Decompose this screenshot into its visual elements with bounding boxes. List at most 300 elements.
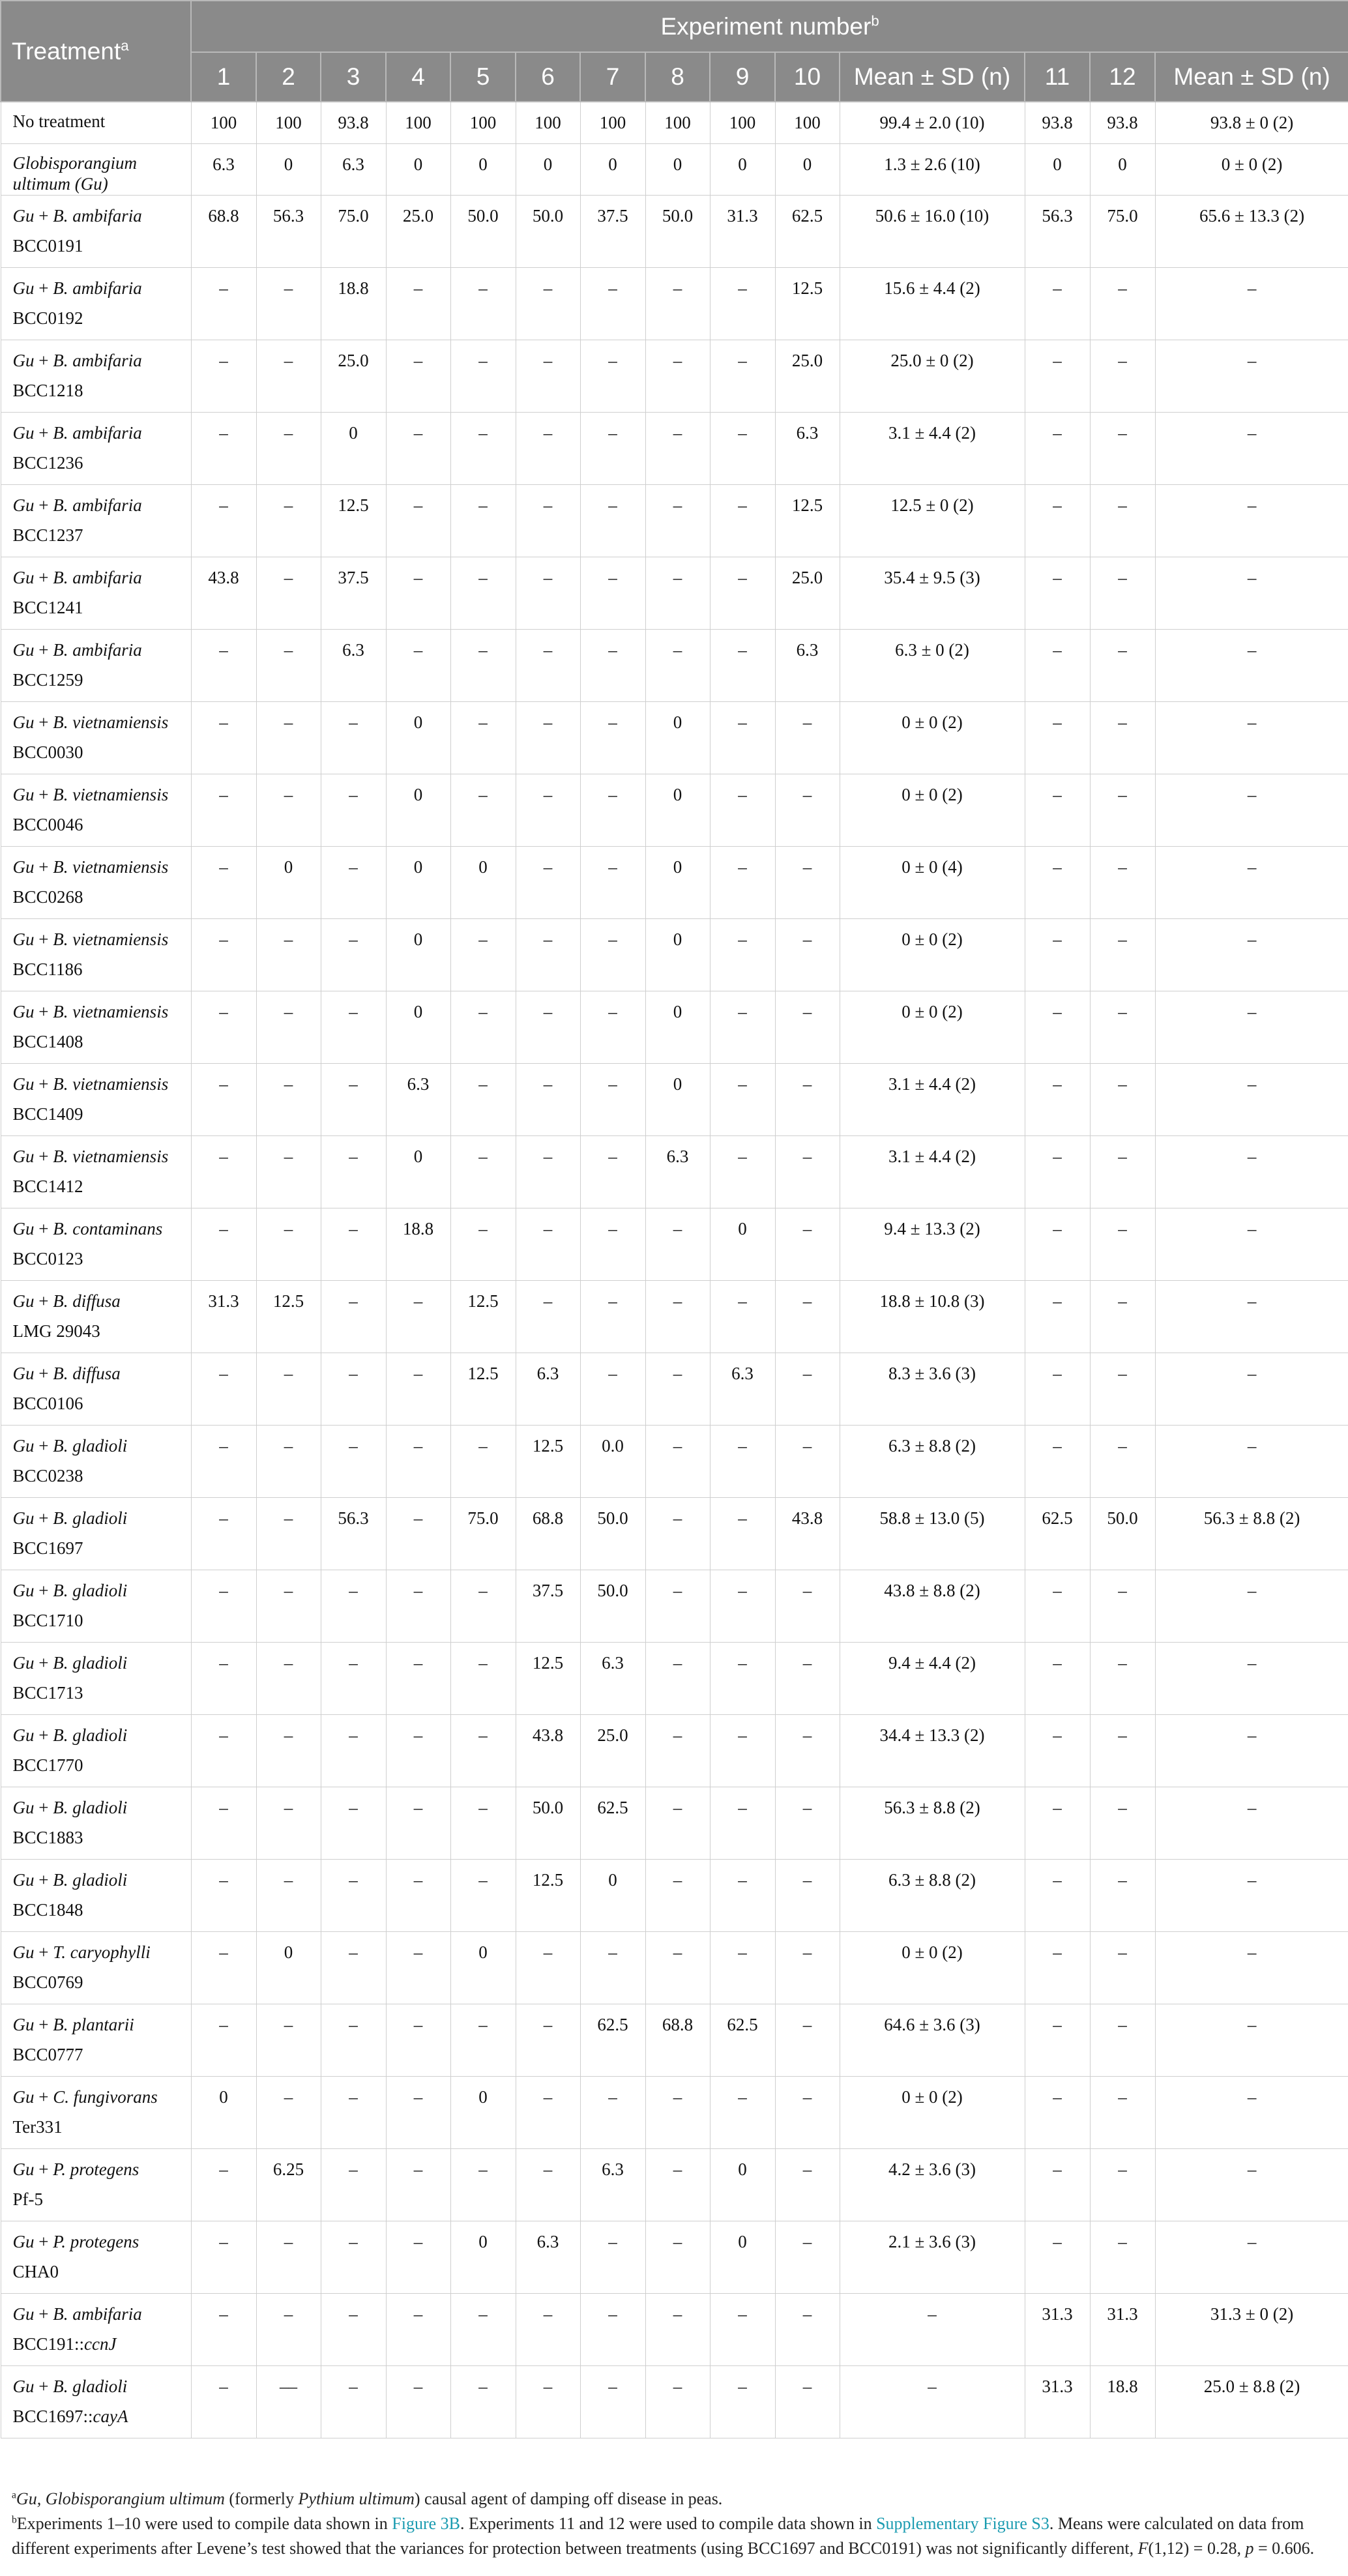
value-cell: – <box>191 267 256 340</box>
treatment-line <box>13 1286 190 1316</box>
value-cell: – <box>191 1787 256 1859</box>
value-cell: – <box>1090 1787 1155 1859</box>
value-cell: – <box>775 1714 840 1787</box>
value-cell: – <box>516 991 580 1063</box>
treatment-line <box>13 1678 190 1708</box>
value-cell: 25.0 <box>321 340 386 412</box>
treatment-line <box>13 2401 190 2431</box>
value-cell: – <box>450 991 516 1063</box>
treatment-text: + <box>34 1508 53 1528</box>
species-text: B. gladioli <box>53 2376 128 2396</box>
value-cell: – <box>775 2293 840 2365</box>
value-cell: 50.0 <box>580 1570 645 1642</box>
value-cell: – <box>1025 2148 1090 2221</box>
value-cell: 0 <box>645 1063 710 1135</box>
species-text: B. vietnamiensis <box>53 1001 169 1021</box>
value-cell: – <box>775 2148 840 2221</box>
value-cell: – <box>1155 484 1348 557</box>
value-cell: – <box>516 2148 580 2221</box>
value-cell: 12.5 <box>450 1353 516 1425</box>
value-cell: – <box>191 1063 256 1135</box>
table-row <box>1 1570 1348 1642</box>
value-cell: – <box>1025 1280 1090 1353</box>
treatment-line <box>13 954 190 984</box>
value-cell: 4.2 ± 3.6 (3) <box>840 2148 1025 2221</box>
treatment-cell <box>1 102 191 143</box>
value-cell: – <box>516 1931 580 2004</box>
table-row <box>1 1859 1348 1931</box>
figure-3b-link[interactable]: Figure 3B <box>392 2514 461 2533</box>
value-cell: 56.3 <box>256 195 321 267</box>
value-cell: 31.3 ± 0 (2) <box>1155 2293 1348 2365</box>
value-cell: 6.3 <box>516 1353 580 1425</box>
value-cell: – <box>191 629 256 701</box>
treatment-text: BCC0769 <box>12 1972 83 1992</box>
treatment-text: BCC0192 <box>12 308 83 328</box>
species-text: Gu <box>12 784 35 804</box>
value-cell: – <box>580 557 645 629</box>
value-cell: – <box>580 2293 645 2365</box>
treatment-line <box>13 273 190 303</box>
treatment-text: BCC1697 <box>12 1538 83 1558</box>
value-cell: – <box>321 2076 386 2148</box>
species-text: B. gladioli <box>53 1869 128 1890</box>
value-cell: – <box>1025 701 1090 774</box>
treatment-line <box>13 2040 190 2070</box>
value-cell: – <box>191 774 256 846</box>
value-cell: – <box>256 1642 321 1714</box>
value-cell: – <box>386 1642 450 1714</box>
value-cell: 6.3 <box>321 143 386 195</box>
value-cell: 35.4 ± 9.5 (3) <box>840 557 1025 629</box>
value-cell: – <box>710 1859 775 1931</box>
value-cell: – <box>1025 1208 1090 1280</box>
value-cell: – <box>710 484 775 557</box>
value-cell: – <box>191 412 256 484</box>
value-cell: – <box>1155 1063 1348 1135</box>
treatment-cell <box>1 918 191 991</box>
species-text: Gu <box>12 639 35 660</box>
treatment-text: BCC1710 <box>12 1610 83 1630</box>
value-cell: 0 <box>645 918 710 991</box>
treatment-text: + <box>34 2086 53 2107</box>
value-cell: – <box>775 1353 840 1425</box>
value-cell: – <box>1090 557 1155 629</box>
value-cell: 0 <box>450 2076 516 2148</box>
treatment-text: + <box>34 1869 53 1890</box>
species-text: B. diffusa <box>53 1363 121 1383</box>
treatment-text: + <box>34 422 53 443</box>
value-cell: – <box>580 701 645 774</box>
treatment-line <box>13 303 190 333</box>
treatment-text: BCC1770 <box>12 1755 83 1775</box>
value-cell: – <box>191 340 256 412</box>
species-text: B. vietnamiensis <box>53 1074 169 1094</box>
value-cell: 3.1 ± 4.4 (2) <box>840 1063 1025 1135</box>
value-cell: 0 <box>386 991 450 1063</box>
value-cell: – <box>580 2365 645 2438</box>
table-row <box>1 267 1348 340</box>
treatment-line <box>13 1822 190 1852</box>
value-cell: – <box>710 2076 775 2148</box>
value-cell: – <box>191 991 256 1063</box>
value-cell: – <box>580 412 645 484</box>
value-cell: 56.3 <box>1025 195 1090 267</box>
treatment-cell <box>1 1931 191 2004</box>
value-cell: – <box>321 2365 386 2438</box>
treatment-line <box>13 780 190 810</box>
value-cell: – <box>1155 1280 1348 1353</box>
value-cell: – <box>386 2365 450 2438</box>
treatment-line <box>13 707 190 737</box>
value-cell: – <box>450 2148 516 2221</box>
value-cell: – <box>1090 1425 1155 1497</box>
treatment-cell <box>1 195 191 267</box>
species-text: B. vietnamiensis <box>53 712 169 732</box>
value-cell: – <box>580 1208 645 1280</box>
value-cell: – <box>516 918 580 991</box>
value-cell: – <box>840 2365 1025 2438</box>
species-text: C. fungivorans <box>53 2086 158 2107</box>
treatment-line <box>13 1069 190 1099</box>
value-cell: – <box>516 2004 580 2076</box>
column-header: 6 <box>516 52 580 102</box>
value-cell: 3.1 ± 4.4 (2) <box>840 412 1025 484</box>
value-cell: 25.0 <box>386 195 450 267</box>
value-cell: – <box>516 1135 580 1208</box>
species-text: B. diffusa <box>53 1291 121 1311</box>
value-cell: 12.5 ± 0 (2) <box>840 484 1025 557</box>
value-cell: – <box>1155 991 1348 1063</box>
value-cell: – <box>1155 774 1348 846</box>
value-cell: – <box>256 340 321 412</box>
value-cell: – <box>256 1787 321 1859</box>
value-cell: 0 ± 0 (2) <box>840 774 1025 846</box>
value-cell: – <box>1090 1135 1155 1208</box>
treatment-text: BCC1218 <box>12 380 83 400</box>
value-cell: – <box>645 557 710 629</box>
value-cell: 0 <box>645 846 710 918</box>
value-cell: 100 <box>256 102 321 143</box>
value-cell: 43.8 ± 8.8 (2) <box>840 1570 1025 1642</box>
value-cell: – <box>1025 1642 1090 1714</box>
treatment-text: BCC1713 <box>12 1682 83 1703</box>
value-cell: 18.8 <box>321 267 386 340</box>
value-cell: – <box>645 1931 710 2004</box>
value-cell: – <box>450 918 516 991</box>
table-row <box>1 2365 1348 2438</box>
value-cell: 100 <box>516 102 580 143</box>
species-text: Gu <box>12 1652 35 1673</box>
value-cell: – <box>580 1931 645 2004</box>
treatment-text: BCC0123 <box>12 1248 83 1268</box>
treatment-cell <box>1 1714 191 1787</box>
treatment-cell <box>1 2076 191 2148</box>
species-text: B. gladioli <box>53 1580 128 1600</box>
treatment-text: + <box>34 929 53 949</box>
value-cell: 62.5 <box>580 2004 645 2076</box>
value-cell: – <box>645 1280 710 1353</box>
value-cell: – <box>191 1135 256 1208</box>
value-cell: – <box>645 1353 710 1425</box>
value-cell: 6.3 <box>775 629 840 701</box>
value-cell: – <box>710 1280 775 1353</box>
value-cell: 0 ± 0 (2) <box>840 2076 1025 2148</box>
value-cell: 50.6 ± 16.0 (10) <box>840 195 1025 267</box>
value-cell: – <box>450 1859 516 1931</box>
value-cell: 0 <box>710 1208 775 1280</box>
value-cell: – <box>1025 846 1090 918</box>
value-cell: 68.8 <box>191 195 256 267</box>
supplementary-figure-s3-link[interactable]: Supplementary Figure S3 <box>876 2514 1049 2533</box>
value-cell: 12.5 <box>516 1859 580 1931</box>
value-cell: – <box>645 412 710 484</box>
species-text: P. protegens <box>53 2159 139 2179</box>
treatment-cell <box>1 774 191 846</box>
value-cell: – <box>645 340 710 412</box>
value-cell: 12.5 <box>321 484 386 557</box>
value-cell: 12.5 <box>775 484 840 557</box>
value-cell: 68.8 <box>516 1497 580 1570</box>
column-header: 5 <box>450 52 516 102</box>
species-text: B. vietnamiensis <box>53 929 169 949</box>
treatment-cell <box>1 1570 191 1642</box>
value-cell: 0 ± 0 (2) <box>1155 143 1348 195</box>
treatment-text: + <box>34 1291 53 1311</box>
treatment-text: BCC0030 <box>12 742 83 762</box>
value-cell: – <box>450 484 516 557</box>
value-cell: – <box>386 2076 450 2148</box>
treatment-line <box>13 852 190 882</box>
treatment-line <box>13 1027 190 1057</box>
value-cell: 25.0 <box>580 1714 645 1787</box>
value-cell: – <box>1025 918 1090 991</box>
value-cell: – <box>775 1642 840 1714</box>
value-cell: – <box>775 918 840 991</box>
value-cell: 3.1 ± 4.4 (2) <box>840 1135 1025 1208</box>
value-cell: – <box>645 1642 710 1714</box>
value-cell: – <box>580 1280 645 1353</box>
species-text: Gu <box>12 2376 35 2396</box>
value-cell: – <box>710 2293 775 2365</box>
table-row <box>1 102 1348 143</box>
value-cell: – <box>321 701 386 774</box>
value-cell: – <box>191 918 256 991</box>
value-cell: – <box>516 412 580 484</box>
treatment-text: + <box>34 1725 53 1745</box>
value-cell: – <box>580 1353 645 1425</box>
value-cell: – <box>710 1497 775 1570</box>
value-cell: – <box>321 1642 386 1714</box>
treatment-text: + <box>34 1580 53 1600</box>
treatment-line <box>13 593 190 622</box>
value-cell: – <box>191 484 256 557</box>
value-cell: 6.25 <box>256 2148 321 2221</box>
value-cell: – <box>775 2076 840 2148</box>
value-cell: 37.5 <box>516 1570 580 1642</box>
treatment-line <box>13 520 190 550</box>
treatment-text: + <box>34 1074 53 1094</box>
value-cell: – <box>1025 774 1090 846</box>
treatment-cell <box>1 557 191 629</box>
value-cell: – <box>1090 918 1155 991</box>
value-cell: – <box>1155 2004 1348 2076</box>
value-cell: – <box>386 1570 450 1642</box>
treatment-text: BCC1412 <box>12 1176 83 1196</box>
value-cell: 18.8 <box>386 1208 450 1280</box>
treatment-text: BCC1409 <box>12 1104 83 1124</box>
species-text: Gu <box>12 2014 35 2034</box>
treatment-line <box>13 418 190 448</box>
value-cell: 56.3 ± 8.8 (2) <box>1155 1497 1348 1570</box>
value-cell: 12.5 <box>516 1642 580 1714</box>
treatment-text: BCC1848 <box>12 1899 83 1920</box>
treatment-text: + <box>34 567 53 587</box>
value-cell: 93.8 <box>321 102 386 143</box>
value-cell: 68.8 <box>645 2004 710 2076</box>
value-cell: 6.3 ± 8.8 (2) <box>840 1859 1025 1931</box>
value-cell: – <box>645 2148 710 2221</box>
value-cell: –– <box>256 2365 321 2438</box>
value-cell: – <box>516 340 580 412</box>
value-cell: – <box>256 1570 321 1642</box>
treatment-text: + <box>34 1001 53 1021</box>
value-cell: 0 <box>386 701 450 774</box>
value-cell: 0 <box>645 701 710 774</box>
column-header: 2 <box>256 52 321 102</box>
treatment-cell <box>1 340 191 412</box>
value-cell: 50.0 <box>580 1497 645 1570</box>
value-cell: 6.3 <box>580 2148 645 2221</box>
value-cell: 25.0 ± 8.8 (2) <box>1155 2365 1348 2438</box>
value-cell: 31.3 <box>1025 2365 1090 2438</box>
value-cell: 62.5 <box>710 2004 775 2076</box>
value-cell: – <box>580 774 645 846</box>
treatment-line <box>13 1967 190 1997</box>
value-cell: – <box>1155 918 1348 991</box>
value-cell: – <box>321 1859 386 1931</box>
value-cell: – <box>386 340 450 412</box>
value-cell: – <box>710 846 775 918</box>
treatment-line <box>13 997 190 1027</box>
treatment-line <box>13 635 190 665</box>
value-cell: – <box>450 1642 516 1714</box>
treatment-text: + <box>34 205 53 226</box>
treatment-line <box>13 1388 190 1418</box>
value-cell: 0 <box>256 143 321 195</box>
value-cell: – <box>645 1787 710 1859</box>
value-cell: 15.6 ± 4.4 (2) <box>840 267 1025 340</box>
value-cell: – <box>321 991 386 1063</box>
value-cell: 100 <box>191 102 256 143</box>
value-cell: – <box>580 2076 645 2148</box>
column-header: Mean ± SD (n) <box>1155 52 1348 102</box>
treatment-line <box>13 153 190 194</box>
value-cell: – <box>1090 629 1155 701</box>
value-cell: 0 <box>710 143 775 195</box>
treatment-line <box>13 1533 190 1563</box>
value-cell: – <box>1155 1787 1348 1859</box>
value-cell: – <box>450 2004 516 2076</box>
value-cell: 100 <box>450 102 516 143</box>
value-cell: – <box>191 2221 256 2293</box>
value-cell: – <box>710 557 775 629</box>
table-row <box>1 143 1348 195</box>
treatment-text: + <box>34 495 53 515</box>
value-cell: – <box>191 1208 256 1280</box>
value-cell: – <box>1090 1353 1155 1425</box>
treatment-line <box>13 2299 190 2329</box>
value-cell: – <box>516 846 580 918</box>
treatment-line <box>13 1171 190 1201</box>
value-cell: 37.5 <box>321 557 386 629</box>
value-cell: 31.3 <box>1025 2293 1090 2365</box>
footnote-b-continued: different experiments after Levene’s test showed that the variances for protection between treatments (using BCC1697 and BCC0191) was not significantly different, F(1,12) = 0.28, p = 0.606. <box>12 2539 1315 2558</box>
column-header: 9 <box>710 52 775 102</box>
value-cell: 6.3 <box>645 1135 710 1208</box>
value-cell: 62.5 <box>775 195 840 267</box>
treatment-text: BCC1237 <box>12 525 83 545</box>
value-cell: – <box>710 991 775 1063</box>
value-cell: – <box>710 1787 775 1859</box>
value-cell: – <box>1155 1859 1348 1931</box>
value-cell: – <box>710 267 775 340</box>
value-cell: – <box>191 1497 256 1570</box>
value-cell: – <box>1155 846 1348 918</box>
species-text: Gu <box>12 2231 35 2251</box>
species-text: Gu <box>12 567 35 587</box>
treatment-cell <box>1 2148 191 2221</box>
treatment-line <box>13 1648 190 1678</box>
treatment-line <box>13 2371 190 2401</box>
value-cell: – <box>1090 1931 1155 2004</box>
column-header: 12 <box>1090 52 1155 102</box>
value-cell: – <box>450 1787 516 1859</box>
value-cell: – <box>1155 557 1348 629</box>
column-header: 3 <box>321 52 386 102</box>
value-cell: 9.4 ± 4.4 (2) <box>840 1642 1025 1714</box>
value-cell: – <box>1155 1931 1348 2004</box>
value-cell: 6.3 <box>775 412 840 484</box>
value-cell: 0 <box>580 1859 645 1931</box>
treatment-text: No treatment <box>12 111 106 131</box>
treatment-text: + <box>34 2159 53 2179</box>
value-cell: – <box>256 267 321 340</box>
value-cell: 100 <box>775 102 840 143</box>
value-cell: 18.8 ± 10.8 (3) <box>840 1280 1025 1353</box>
value-cell: 0 <box>645 774 710 846</box>
species-text: P. protegens <box>53 2231 139 2251</box>
value-cell: – <box>386 1787 450 1859</box>
species-text: B. vietnamiensis <box>53 856 169 877</box>
treatment-line <box>13 2112 190 2142</box>
value-cell: – <box>321 1135 386 1208</box>
value-cell: – <box>1025 1570 1090 1642</box>
treatment-text: + <box>34 1218 53 1238</box>
value-cell: – <box>516 1208 580 1280</box>
treatment-line <box>13 1605 190 1635</box>
value-cell: – <box>1155 2148 1348 2221</box>
value-cell: 34.4 ± 13.3 (2) <box>840 1714 1025 1787</box>
value-cell: – <box>645 1714 710 1787</box>
table-row <box>1 2148 1348 2221</box>
header-treatment: Treatment$^a$ <box>1 1 191 102</box>
value-cell: – <box>775 1787 840 1859</box>
treatment-cell <box>1 2221 191 2293</box>
value-cell: – <box>1155 1208 1348 1280</box>
treatment-cell <box>1 701 191 774</box>
table-row <box>1 2221 1348 2293</box>
